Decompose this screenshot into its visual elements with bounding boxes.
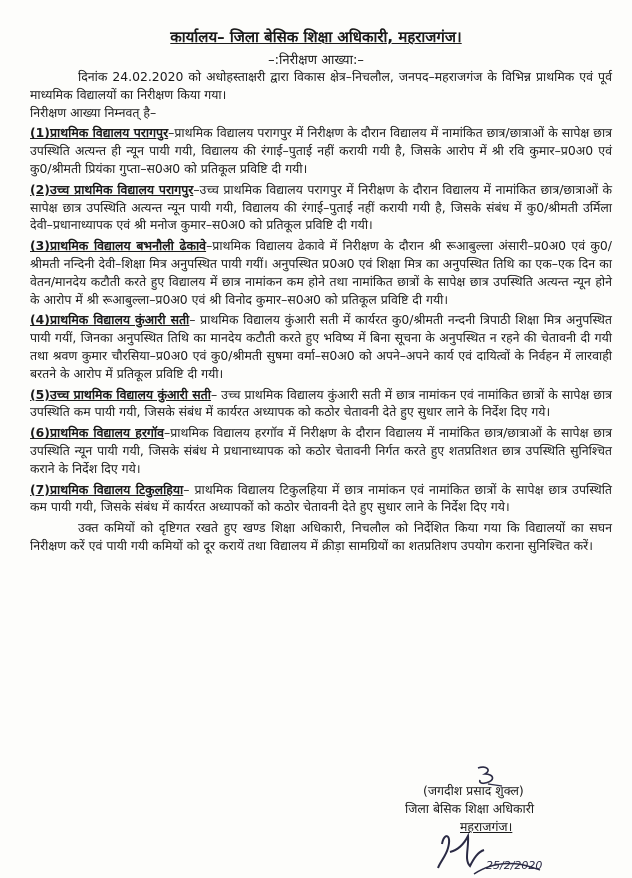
section-2 — [30, 181, 612, 234]
section-text: –उच्च प्राथमिक विद्यालय परागपुर में निरीक्षण के दौरान विद्यालय में नामांकित छात्र/छात्राओं के सापेक्ष छात्र उपस्थिति अत्यन्त न्यून पायी गयी, विद्यालय की रंगाई–पुताई नहीं करायी गयी है, जिसके संबंध में कु0/श्रीमती उर्मिला देवी–प्रधानाध्यापक एवं श्री मनोज कुमार–स0अ0 को प्रतिकूल प्रविष्टि दी गयी। — [30, 181, 612, 233]
section-6 — [30, 424, 612, 477]
office-header: कार्यालय– जिला बेसिक शिक्षा अधिकारी, महराजगंज। — [170, 28, 462, 46]
officer-designation: जिला बेसिक शिक्षा अधिकारी — [405, 801, 535, 816]
section-title: (7)प्राथमिक विद्यालय टिकुलहिया — [30, 481, 184, 497]
section-1 — [30, 124, 612, 177]
section-5 — [30, 386, 612, 422]
section-text: –प्राथमिक विद्यालय हरगॉव में निरीक्षण के दौरान विद्यालय में नामांकित छात्र/छात्राओं के सापेक्ष छात्र उपस्थिति न्यून पायी गयी, जिसके संबंध मे प्रधानाध्यापक को कठोर चेतावनी निर्गत करते हुए शतप्रतिशत छात्र उपस्थिति सुनिश्चित कराने के निर्देश दिए गये। — [30, 425, 612, 476]
intro-paragraph: दिनांक 24.02.2020 को अधोहस्ताक्षरी द्वारा विकास क्षेत्र–निचलौल, जनपद–महराजगंज के विभिन्न प्राथमिक एवं पूर्व माध्यमिक विद्यालयों का निरीक्षण किया गया। — [30, 69, 612, 102]
section-title: (2)उच्च प्राथमिक विद्यालय परागपुर — [30, 181, 194, 197]
officer-name: (जगदीश प्रसाद शुक्ल) — [423, 783, 524, 798]
section-text: –प्राथमिक विद्यालय ढेकावे में निरीक्षण के दौरान श्री रूआबुल्ला अंसारी–प्र0अ0 एवं कु0/श्रीमती नन्दिनी देवी–शिक्षा मित्र अनुपस्थित पायी गयीं। अनुपस्थित प्र0अ0 एवं शिक्षा मित्र का अनुपस्थित तिथि का एक–एक दिन का वेतन/मानदेय कटौती करते हुए विद्यालय में छात्र नामांकन कम होने तथा नामांकित छात्रों के सापेक्ष छात्र उपस्थिति अत्यन्त न्यून होने के आरोप में श्री रूआबुल्ला–प्र0अ0 एवं श्री विनोद कुमार–स0अ0 को प्रतिकूल प्रविष्टि दी गयी। — [30, 238, 612, 307]
closing-paragraph: उक्त कमियों को दृष्टिगत रखते हुए खण्ड शिक्षा अधिकारी, निचलौल को निर्देशित किया गया कि विद्यालयों का सघन निरीक्षण करें एवं पायी गयी कमियों को दूर करायें तथा विद्यालय में क्रीड़ा सामग्रियों का शतप्रतिशप उपयोग कराना सुनिश्चित करें। — [30, 520, 612, 553]
report-subtitle: –:निरीक्षण आख्या:– — [268, 53, 364, 68]
section-title: (6)प्राथमिक विद्यालय हरगॉव — [30, 425, 164, 441]
section-text: – प्राथमिक विद्यालय कुंआरी सती में कार्यरत कु0/श्रीमती नन्दनी त्रिपाठी शिक्षा मित्र अनुपस्थित पायी गयीं, जिनका अनुपस्थित तिथि का मानदेय कटौती करते हुए भविष्य में बिना सूचना के अनुपस्थित न रहने की चेतावनी दी गयी तथा श्रवण कुमार चौरसिया–प्र0अ0 एवं कु0/श्रीमती सुषमा वर्मा–स0अ0 को अपने–अपने कार्य एवं दायित्वों के निर्वहन में लारवाही बरतने के आरोप में प्रतिकूल प्रविष्टि दी गयी। — [30, 312, 612, 381]
section-4 — [30, 311, 612, 382]
report-body — [30, 68, 612, 555]
signature-date: 25/2/2020 — [486, 859, 543, 872]
section-title: (4)प्राथमिक विद्यालय कुंआरी सती — [30, 312, 190, 328]
section-title: (5)उच्च प्राथमिक विद्यालय कुंआरी सती — [30, 386, 211, 402]
section-3 — [30, 237, 612, 308]
section-text: – प्राथमिक विद्यालय टिकुलहिया में छात्र नामांकन एवं नामांकित छात्रों के सापेक्ष छात्र उपस्थिति कम पायी गयी, जिसके संबंध में कार्यरत अध्यापकों को कठोर चेतावनी देते हुए सुधार लाने के निर्देश दिए गये। — [30, 481, 612, 515]
section-7 — [30, 481, 612, 517]
intro-lead-line: निरीक्षण आख्या निम्नवत् है– — [30, 104, 157, 120]
officer-place: महराजगंज। — [460, 819, 513, 834]
section-text: – उच्च प्राथमिक विद्यालय कुंआरी सती में छात्र नामांकन एवं नामांकित छात्रों के सापेक्ष छात्र उपस्थिति कम पायी गयी, जिसके संबंध में कार्यरत अध्यापक को कठोर चेतावनी देते हुए सुधार लाने के निर्देश दिए गये। — [30, 386, 612, 420]
section-text: –प्राथमिक विद्यालय परागपुर में निरीक्षण के दौरान विद्यालय में नामांकित छात्र/छात्राओं के सापेक्ष छात्र उपस्थिति अत्यन्त ही न्यून पायी गयी, विद्यालय की रंगाई–पुताई नहीं करायी गयी है, जिसके आरोप में श्री रवि कुमार–प्र0अ0 एवं कु0/श्रीमती प्रियंका गुप्ता–स0अ0 को प्रतिकूल प्रविष्टि दी गयी। — [30, 125, 612, 176]
handwritten-signature — [434, 822, 544, 878]
section-title: (1)प्राथमिक विद्यालय परागपुर — [30, 125, 169, 141]
section-title: (3)प्राथमिक विद्यालय बभनौली ढेकावे — [30, 238, 207, 254]
